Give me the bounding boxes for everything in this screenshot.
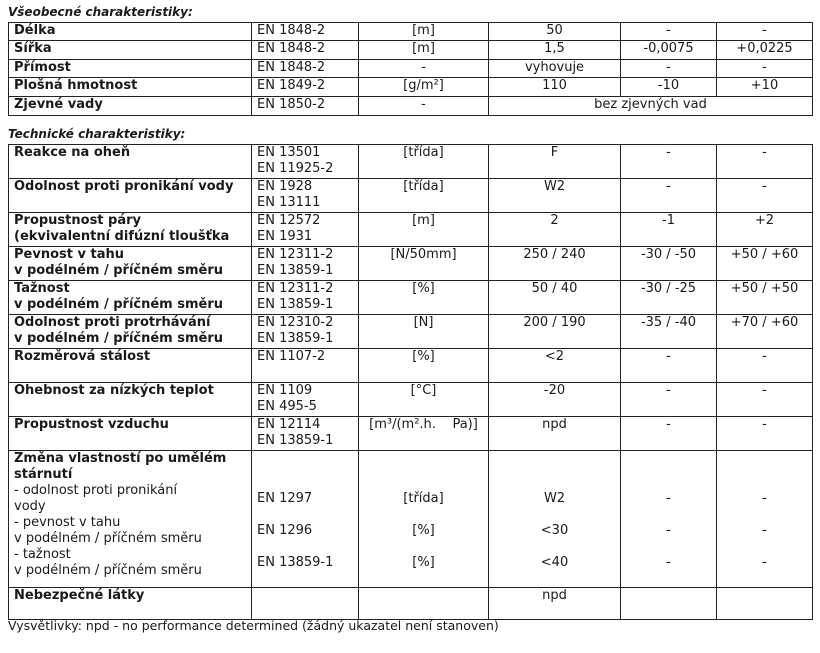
unit-cell: [m]	[359, 23, 489, 41]
property-name-line: (ekvivalentní difúzní tloušťka	[14, 229, 230, 244]
unit-cell: [%]	[359, 281, 489, 315]
plus-tolerance-cell: +0,0225	[717, 41, 813, 60]
value-cell: 200 / 190	[489, 315, 621, 349]
aging-item-line: - tažnost	[14, 547, 71, 562]
plus-tolerance-cell: +10	[717, 78, 813, 97]
norm-cell	[252, 281, 359, 315]
table-row	[9, 349, 813, 383]
plus-tolerance-cell: -	[717, 383, 813, 417]
plus-tolerance-cell: -	[717, 349, 813, 383]
minus-tolerance-cell	[621, 588, 717, 620]
aging-unit: [%]	[412, 523, 435, 538]
aging-name-cell	[9, 451, 252, 588]
property-name: Nebezpečné látky	[9, 588, 252, 620]
minus-tolerance-cell: -35 / -40	[621, 315, 717, 349]
norm-line: EN 13859-1	[257, 433, 334, 448]
aging-norm: EN 13859-1	[257, 555, 334, 570]
norm-line: EN 11925-2	[257, 161, 334, 176]
plus-tolerance-cell: -	[717, 60, 813, 78]
property-name-line: Propustnost páry	[14, 213, 142, 228]
aging-item-label	[14, 515, 251, 547]
property-name	[9, 145, 252, 179]
aging-value: <40	[540, 555, 569, 570]
property-name-line: Rozměrová stálost	[14, 349, 151, 364]
table-row	[9, 97, 813, 116]
table-row	[9, 78, 813, 97]
plus-tolerance-cell	[717, 588, 813, 620]
value-cell: 2	[489, 213, 621, 247]
property-name-line: Reakce na oheň	[14, 145, 131, 160]
unit-cell: [m³/(m².h. Pa)]	[359, 417, 489, 451]
norm-line: EN 13859-1	[257, 297, 334, 312]
aging-item-line: - odolnost proti pronikání	[14, 483, 178, 498]
property-name	[9, 383, 252, 417]
aging-minus: -	[666, 523, 671, 538]
unit-cell: [°C]	[359, 383, 489, 417]
value-cell: npd	[489, 417, 621, 451]
minus-tolerance-cell: -	[621, 417, 717, 451]
norm-cell	[252, 145, 359, 179]
property-name-line: Odolnost proti pronikání vody	[14, 179, 234, 194]
value-cell: vyhovuje	[489, 60, 621, 78]
value-cell: F	[489, 145, 621, 179]
value-cell: <2	[489, 349, 621, 383]
aging-item-label	[14, 483, 251, 515]
plus-tolerance-cell: +2	[717, 213, 813, 247]
norm-cell	[252, 213, 359, 247]
minus-tolerance-cell	[621, 451, 717, 588]
norm-line: EN 1931	[257, 229, 313, 244]
table-row	[9, 145, 813, 179]
norm-cell: EN 1848-2	[252, 60, 359, 78]
unit-cell: [N/50mm]	[359, 247, 489, 281]
norm-line: EN 13111	[257, 195, 321, 210]
value-cell: 250 / 240	[489, 247, 621, 281]
norm-line: EN 1928	[257, 179, 313, 194]
aging-item-line: v podélném / příčném směru	[14, 531, 202, 546]
value-cell: bez zjevných vad	[489, 97, 813, 116]
norm-cell	[252, 588, 359, 620]
property-name	[9, 315, 252, 349]
norm-line: EN 495-5	[257, 399, 317, 414]
aging-item-line: - pevnost v tahu	[14, 515, 121, 530]
minus-tolerance-cell: -30 / -25	[621, 281, 717, 315]
property-name-line: v podélném / příčném směru	[14, 331, 224, 346]
unit-cell	[359, 588, 489, 620]
norm-line: EN 12572	[257, 213, 321, 228]
plus-tolerance-cell	[717, 451, 813, 588]
unit-cell: [třída]	[359, 179, 489, 213]
table-row	[9, 179, 813, 213]
minus-tolerance-cell: -30 / -50	[621, 247, 717, 281]
unit-cell: -	[359, 60, 489, 78]
aging-value: <30	[540, 523, 569, 538]
property-name	[9, 179, 252, 213]
table-row	[9, 417, 813, 451]
norm-line: EN 1107-2	[257, 349, 326, 364]
property-name	[9, 281, 252, 315]
table-row	[9, 315, 813, 349]
unit-cell: [m]	[359, 41, 489, 60]
norm-cell	[252, 349, 359, 383]
norm-cell	[252, 315, 359, 349]
property-name-line: Ohebnost za nízkých teplot	[14, 383, 214, 398]
aging-minus: -	[666, 491, 671, 506]
minus-tolerance-cell: -	[621, 383, 717, 417]
aging-item-line: v podélném / příčném směru	[14, 563, 202, 578]
property-name: Plošná hmotnost	[9, 78, 252, 97]
aging-norm: EN 1296	[257, 523, 313, 538]
unit-cell: [%]	[359, 349, 489, 383]
minus-tolerance-cell: -	[621, 349, 717, 383]
property-name: Zjevné vady	[9, 97, 252, 116]
norm-line: EN 13859-1	[257, 331, 334, 346]
property-name-line: v podélném / příčném směru	[14, 297, 224, 312]
norm-cell	[252, 417, 359, 451]
norm-line: EN 13501	[257, 145, 321, 160]
table-row	[9, 213, 813, 247]
table-row	[9, 41, 813, 60]
property-name-line: v podélném / příčném směru	[14, 263, 224, 278]
plus-tolerance-cell: -	[717, 23, 813, 41]
plus-tolerance-cell: +70 / +60	[717, 315, 813, 349]
table-row	[9, 281, 813, 315]
unit-cell: [g/m²]	[359, 78, 489, 97]
unit-cell	[359, 451, 489, 588]
footnote: Vysvětlivky: npd - no performance determined (žádný ukazatel není stanoven)	[8, 618, 499, 633]
norm-cell: EN 1848-2	[252, 41, 359, 60]
value-cell	[489, 451, 621, 588]
value-cell: npd	[489, 588, 621, 620]
aging-minus: -	[666, 555, 671, 570]
property-name-line: Odolnost proti protrhávání	[14, 315, 211, 330]
norm-cell	[252, 247, 359, 281]
aging-title-line: Změna vlastností po umělém	[14, 451, 227, 466]
norm-cell	[252, 451, 359, 588]
aging-item-line: vody	[14, 499, 46, 514]
general-section-title: Všeobecné charakteristiky:	[8, 5, 193, 19]
property-name: Přímost	[9, 60, 252, 78]
value-cell: W2	[489, 179, 621, 213]
norm-cell	[252, 179, 359, 213]
value-cell: -20	[489, 383, 621, 417]
value-cell: 50	[489, 23, 621, 41]
plus-tolerance-cell: +50 / +60	[717, 247, 813, 281]
norm-cell: EN 1850-2	[252, 97, 359, 116]
property-name	[9, 213, 252, 247]
table-row	[9, 383, 813, 417]
property-name	[9, 417, 252, 451]
property-name	[9, 247, 252, 281]
technical-section-title: Technické charakteristiky:	[8, 127, 186, 141]
unit-cell: [N]	[359, 315, 489, 349]
table-row	[9, 247, 813, 281]
property-name	[9, 349, 252, 383]
general-table	[8, 22, 813, 116]
unit-cell: -	[359, 97, 489, 116]
unit-cell: [třída]	[359, 145, 489, 179]
plus-tolerance-cell: -	[717, 179, 813, 213]
value-cell: 1,5	[489, 41, 621, 60]
minus-tolerance-cell: -0,0075	[621, 41, 717, 60]
minus-tolerance-cell: -	[621, 179, 717, 213]
table-row	[9, 23, 813, 41]
table-row	[9, 60, 813, 78]
norm-line: EN 1109	[257, 383, 313, 398]
norm-line: EN 12311-2	[257, 281, 334, 296]
norm-line: EN 13859-1	[257, 263, 334, 278]
aging-unit: [třída]	[403, 491, 444, 506]
property-name: Délka	[9, 23, 252, 41]
aging-title	[14, 451, 251, 483]
aging-unit: [%]	[412, 555, 435, 570]
aging-title-line: stárnutí	[14, 467, 73, 482]
value-cell: 50 / 40	[489, 281, 621, 315]
aging-plus: -	[762, 523, 767, 538]
minus-tolerance-cell: -	[621, 23, 717, 41]
plus-tolerance-cell: +50 / +50	[717, 281, 813, 315]
property-name: Šířka	[9, 41, 252, 60]
aging-value: W2	[543, 491, 566, 506]
minus-tolerance-cell: -	[621, 60, 717, 78]
minus-tolerance-cell: -1	[621, 213, 717, 247]
aging-item-label	[14, 547, 251, 579]
norm-line: EN 12114	[257, 417, 321, 432]
norm-line: EN 12311-2	[257, 247, 334, 262]
table-row	[9, 588, 813, 620]
property-name-line: Propustnost vzduchu	[14, 417, 169, 432]
table-row-aging	[9, 451, 813, 588]
property-name-line: Pevnost v tahu	[14, 247, 124, 262]
plus-tolerance-cell: -	[717, 417, 813, 451]
aging-plus: -	[762, 491, 767, 506]
aging-plus: -	[762, 555, 767, 570]
plus-tolerance-cell: -	[717, 145, 813, 179]
minus-tolerance-cell: -	[621, 145, 717, 179]
norm-line: EN 12310-2	[257, 315, 334, 330]
unit-cell: [m]	[359, 213, 489, 247]
value-cell: 110	[489, 78, 621, 97]
norm-cell	[252, 383, 359, 417]
norm-cell: EN 1849-2	[252, 78, 359, 97]
property-name-line: Tažnost	[14, 281, 70, 296]
aging-norm: EN 1297	[257, 491, 313, 506]
norm-cell: EN 1848-2	[252, 23, 359, 41]
minus-tolerance-cell: -10	[621, 78, 717, 97]
technical-table	[8, 144, 813, 620]
